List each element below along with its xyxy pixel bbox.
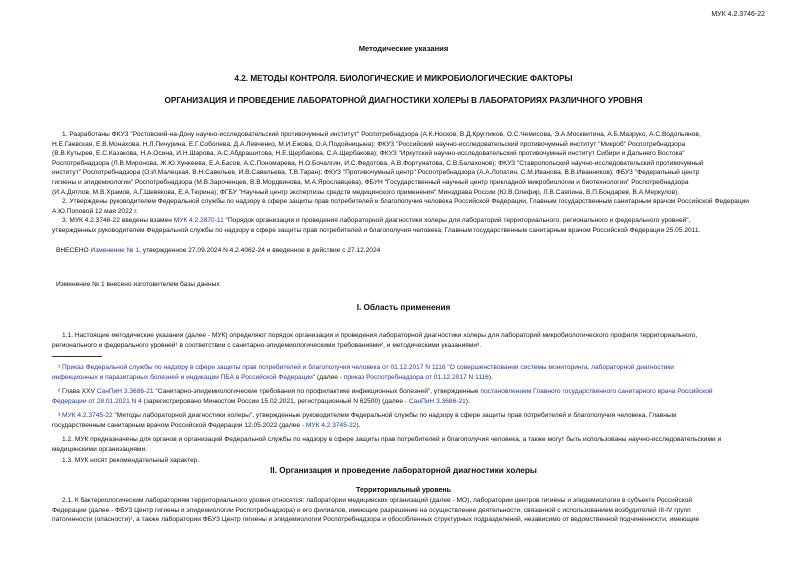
note-text: Изменение № 1 внесено изготовителем базы данных bbox=[56, 281, 220, 288]
text: ). bbox=[488, 373, 493, 381]
paragraph-line: гигиены и эпидемиологии" Роспотребнадзора (М.В.Зароченцев, В.В.Мордвинова, М.А.Ярославцева); ФБУН "Государственный научный центр прикладной микробиологии и биотехнологии" Роспотребнадзора bbox=[52, 178, 689, 186]
paragraph-line: (В.В.Кутырев, Е.С.Казакова, Н.А.Осина, И.Н.Шарова, А.С.Абдрашитова, Н.Е.Щербакова, С.А.Щербакова); ФКУЗ "Иркутский научно-исследовательский противочумный институт Сибири и Дальнего Востока" bbox=[52, 150, 685, 158]
text: ). bbox=[465, 397, 470, 405]
paragraph-1-2 bbox=[52, 435, 807, 454]
paragraph-line: Н.Е.Гаевская, Е.В.Монахова, Н.Л.Пичурина, Е.Г.Соболева, Д.А.Левченко, М.И.Ежова, О.А.Подойницына); ФКУЗ "Российский научно-исследовательский противочумный институт "Микроб" Роспотребнадзора bbox=[52, 140, 686, 148]
paragraph-line: Федерации (далее - ФБУЗ Центр гигиены и эпидемиологии Роспотребнадзора) и его филиалов, имеющие разрешение на осуществление деятельности, связанной с использованием возбудителей III-IV групп bbox=[52, 506, 691, 514]
text: "Санитарно-эпидемиологические требования по профилактике инфекционных болезней", утвержденные bbox=[153, 388, 481, 395]
paragraph-line: медицинскими организациями. bbox=[52, 445, 147, 453]
footnote-marker: ¹ bbox=[58, 364, 63, 371]
paragraph-line: 1.2. МУК предназначены для органов и организаций Федеральной службы по надзору в сфере защиты прав потребителей и благополучия человека, а также могут быть использованы научно-исследовательскими и bbox=[62, 436, 722, 443]
footnote-separator bbox=[52, 356, 102, 357]
document-header: Методические указания bbox=[358, 44, 449, 53]
subheading-territorial-level: Территориальный уровень bbox=[356, 487, 451, 494]
paragraph-line: 1.1. Настоящие методические указания (далее - МУК) определяют порядок организации и проведения лабораторной диагностики холеры для лабораторий микробиологического профиля территориального, bbox=[62, 332, 698, 339]
link-muk-3745-short[interactable]: МУК 4.2.3745-22 bbox=[305, 421, 357, 429]
paragraph-1-3 bbox=[52, 456, 807, 466]
amendment-line bbox=[52, 246, 807, 256]
section-heading-organization: II. Организация и проведение лабораторной диагностики холеры bbox=[270, 466, 537, 475]
paragraph-2-1 bbox=[52, 496, 807, 525]
paragraph-developers bbox=[52, 130, 807, 197]
text: 3. МУК 4.2.3746-22 введены взамен bbox=[62, 217, 174, 224]
paragraph-line: патогенности (опасности)¹, а также лаборатории ФБУЗ Центр гигиены и эпидемиологии Роспотребнадзора и обособленных структурных подразделений, независимо от ведомственной подчиненности, имеющие bbox=[52, 516, 700, 524]
text: "Методы лабораторной диагностики холеры", утвержденные руководителем Федеральной службы по надзору в сфере защиты прав потребителей и благополучия человека, Главным bbox=[112, 412, 677, 419]
paragraph-line: 1. Разработаны ФКУЗ "Ростовский-на-Дону научно-исследовательский противочумный институт" Роспотребнадзора (А.К.Носков, В.Д.Кругликов, О.С.Чемисова, Э.А.Москвитина, А.Б.Мазруко, А.С.Водопьянов, bbox=[62, 131, 701, 138]
footnote-1 bbox=[52, 363, 807, 382]
paragraph-line: утвержденных руководителем Федеральной службы по надзору в сфере защиты прав потребителей и благополучия человека, Главным государственным санитарным врачом Российской Федерации 25.05.2011. bbox=[52, 226, 701, 234]
link-resolution-cont[interactable]: Федерации от 28.01.2021 N 4 bbox=[52, 397, 142, 405]
link-order-1116-short[interactable]: приказ Роспотребнадзора от 01.12.2017 N 1116 bbox=[343, 373, 489, 381]
text: ВНЕСЕНО bbox=[56, 247, 91, 254]
link-sanpin-short[interactable]: СанПиН 3.3686-21 bbox=[408, 397, 466, 405]
link-amendment-1[interactable]: Изменение № 1 bbox=[90, 247, 140, 254]
text: "Порядок организации и проведения лабораторной диагностики холеры для лабораторий территориального, регионального и федерального уровней", bbox=[223, 217, 691, 224]
section-heading-scope: I. Область применения bbox=[356, 303, 451, 312]
footnote-3 bbox=[52, 411, 807, 430]
paragraph-line: (И.А.Дятлов, М.В.Храмов, А.Г.Шевякова, Е.А.Тюрина); ФГБУ "Научный центр экспертизы средств медицинского применения" Минздрава России (Ю.В.Олефир, Л.В.Саяпина, В.П.Бондарев, В.А.Меркулов). bbox=[52, 188, 680, 196]
paragraph-line: Роспотребнадзора (Л.В.Миронова, Ж.Ю.Хункеева, Е.А.Басов, А.С.Пономарева, Н.О.Бочалгин, И.С.Федотова, А.В.Фортунатова, С.В.Балахонов); ФКУЗ "Ставропольский научно-исследовательский противочумный bbox=[52, 159, 704, 167]
text: ³ bbox=[58, 412, 63, 419]
paragraph-line: институт" Роспотребнадзора (О.И.Малецкая, В.Н.Савельев, И.В.Савельева, Т.В.Таран); ФКУЗ "Противочумный центр" Роспотребнадзора (А.А.Лопатин, С.М.Иванова, В.В.Иванников); ФБУЗ "Федеральный центр bbox=[52, 169, 700, 177]
text: ² Глава XXV bbox=[58, 388, 97, 395]
document-title: 4.2. МЕТОДЫ КОНТРОЛЯ. БИОЛОГИЧЕСКИЕ И МИКРОБИОЛОГИЧЕСКИЕ ФАКТОРЫ bbox=[234, 74, 573, 83]
text: ). bbox=[356, 421, 361, 429]
link-muk-3745[interactable]: МУК 4.2.3745-22 bbox=[62, 412, 113, 419]
document-subtitle: ОРГАНИЗАЦИЯ И ПРОВЕДЕНИЕ ЛАБОРАТОРНОЙ ДИАГНОСТИКИ ХОЛЕРЫ В ЛАБОРАТОРИЯХ РАЗЛИЧНОГО УРОВНЯ bbox=[164, 96, 643, 105]
text: государственным санитарным врачом Российской Федерации 12.05.2022 (далее - bbox=[52, 421, 306, 429]
text: (далее - bbox=[315, 373, 344, 381]
database-note bbox=[52, 280, 807, 290]
link-sanpin[interactable]: СанПиН 3.3686-21 bbox=[96, 388, 154, 395]
paragraph-replacement bbox=[52, 216, 807, 235]
text: , утвержденное 27.09.2024 N 4.2.4062-24 и введенное в действие с 27.12.2024 bbox=[139, 247, 381, 254]
link-order-1116-cont[interactable]: инфекционных и паразитарных болезней и индикации ПБА в Российской Федерации" bbox=[52, 373, 316, 381]
text: (зарегистрировано Минюстом России 15.02.2021, регистрационный N 62500) (далее - bbox=[141, 397, 409, 405]
link-muk-4-2-2870-11[interactable]: МУК 4.2.2870-11 bbox=[173, 217, 224, 224]
paragraph-line: 2.1. К бактериологическим лабораториям территориального уровня относятся: лаборатории медицинских организаций (далее - МО), лаборатории центров гигиены и эпидемиологии в субъекте Российской bbox=[62, 497, 693, 504]
paragraph-line: 1.3. МУК носят рекомендательный характер. bbox=[62, 457, 200, 464]
footnote-2 bbox=[52, 387, 807, 406]
paragraph-line: А.Ю.Поповой 12 мая 2022 г. bbox=[52, 207, 138, 215]
paragraph-line: регионального и федерального уровней¹ в соответствии с санитарно-эпидемиологическими требованиями², и методическими указаниями³. bbox=[52, 341, 482, 349]
link-resolution[interactable]: постановлением Главного государственного санитарного врача Российской bbox=[480, 388, 713, 395]
paragraph-1-1 bbox=[52, 331, 807, 350]
link-order-1116[interactable]: Приказ Федеральной службы по надзору в сфере защиты прав потребителей и благополучия человека от 01.12.2017 N 1116 "О совершенствовании системы мониторинга, лабораторной диагностики bbox=[62, 364, 674, 371]
paragraph-approval bbox=[52, 197, 807, 216]
document-code: МУК 4.2.3746-22 bbox=[711, 11, 765, 18]
paragraph-line: 2. Утверждены руководителем Федеральной службы по надзору в сфере защиты прав потребителей и благополучия человека Российской Федерации, Главным государственным санитарным врачом Российской Федерации bbox=[62, 198, 749, 205]
